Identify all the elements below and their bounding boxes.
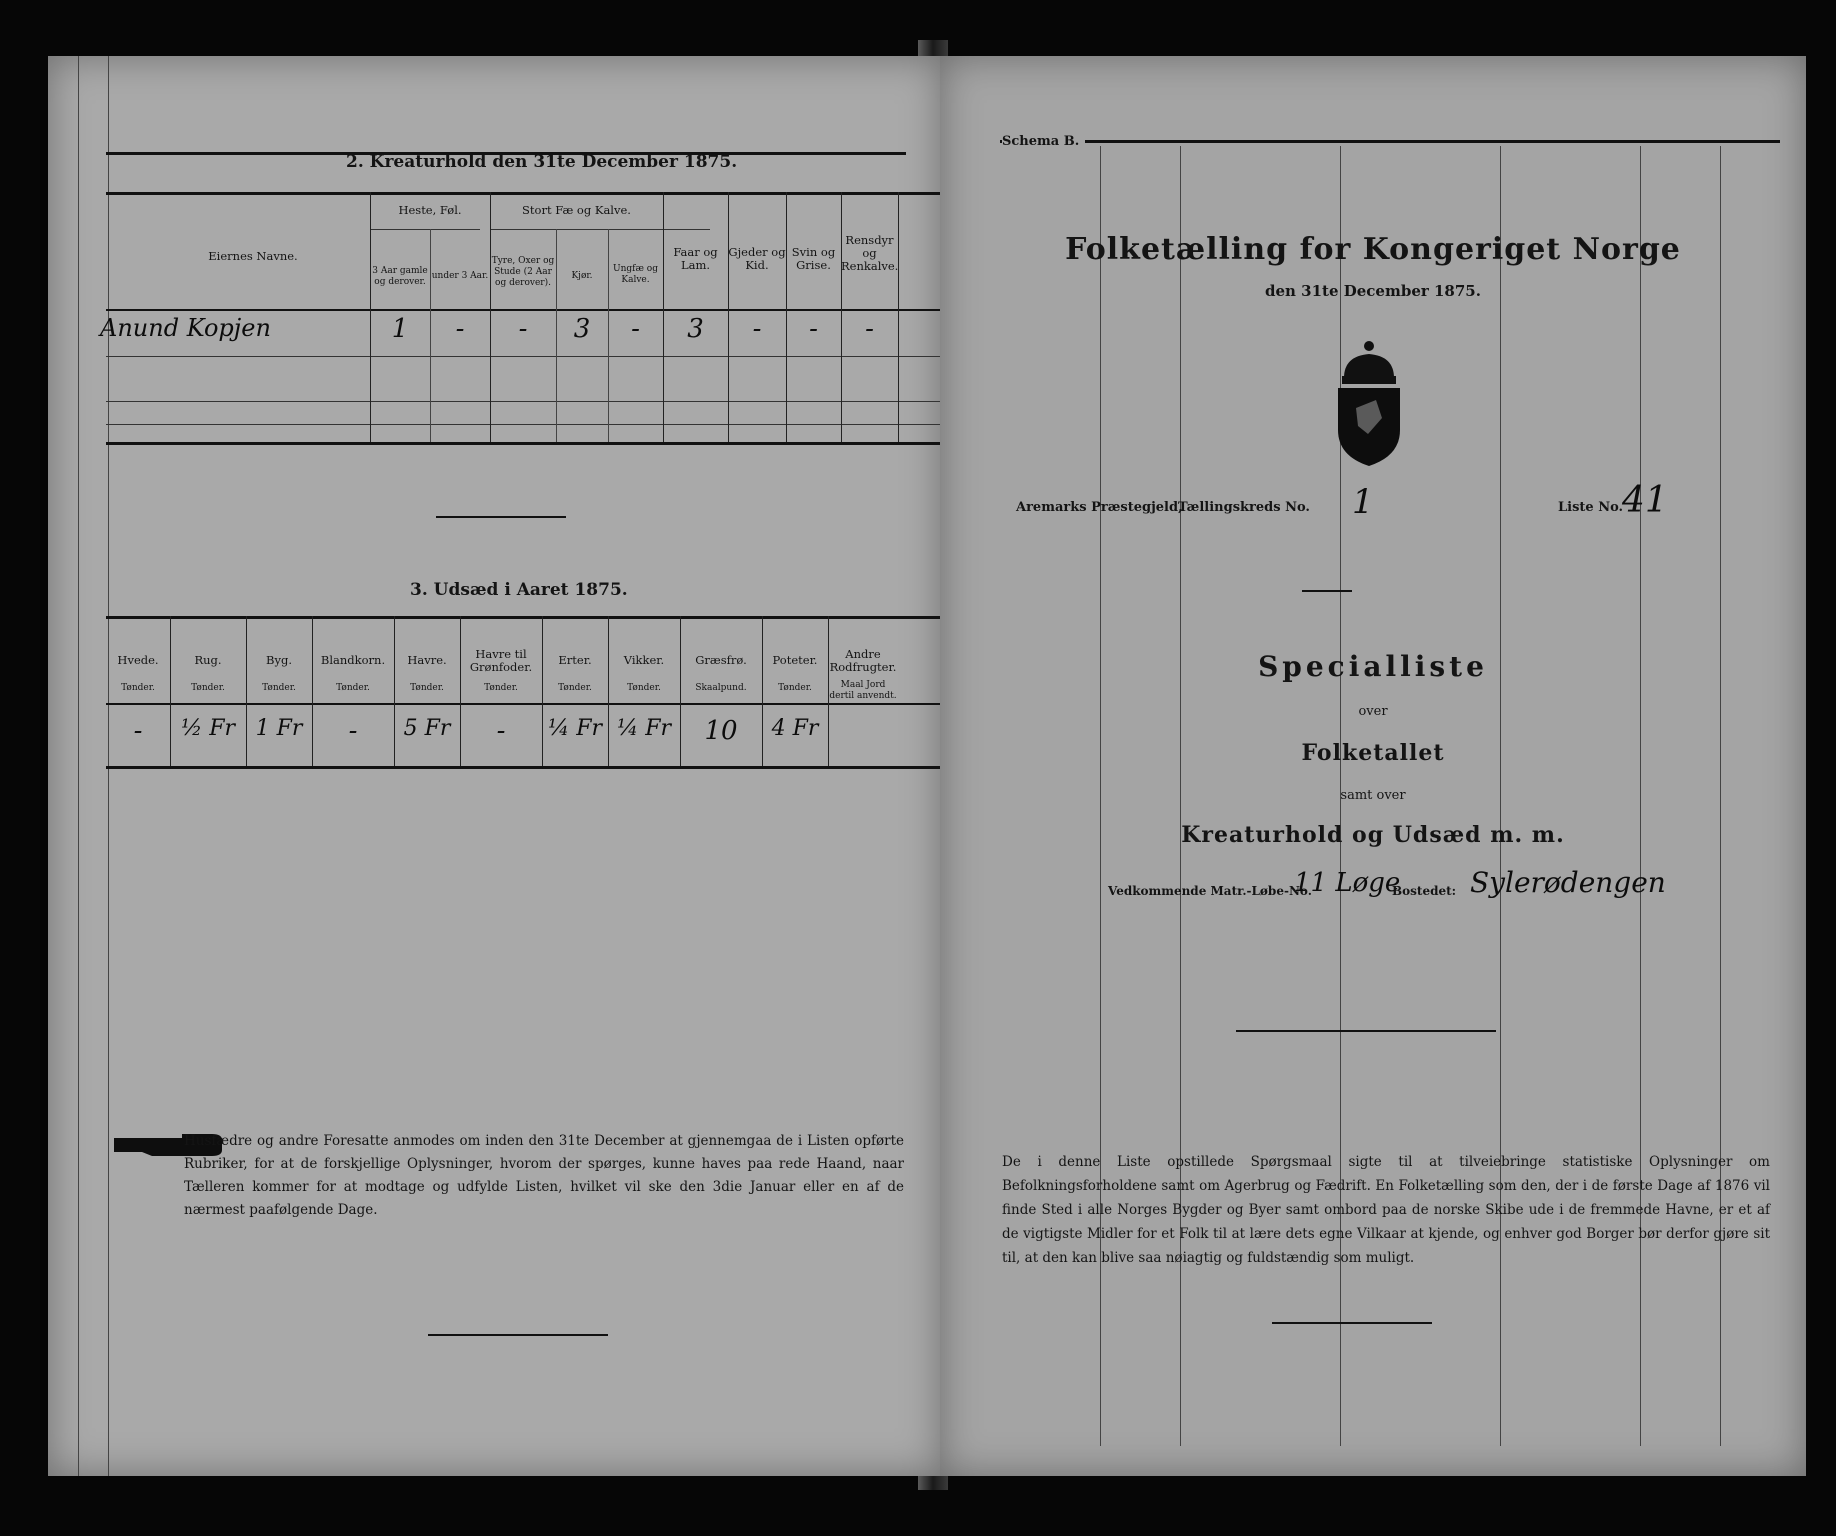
oats-value: 5 Fr <box>403 716 451 741</box>
divider-rule <box>1236 1030 1496 1032</box>
table-row-rule <box>106 401 958 402</box>
separator-rule <box>436 516 566 518</box>
peas-value: ¼ Fr <box>547 716 603 741</box>
col-horses-3plus: 3 Aar gamle og derover. <box>372 266 428 287</box>
rye-value: ½ Fr <box>180 716 236 741</box>
col-owner-name: Eiernes Navne. <box>208 249 298 263</box>
footer-rule <box>428 1334 608 1336</box>
coat-of-arms-icon <box>1324 338 1414 468</box>
barley-value: 1 Fr <box>255 716 303 741</box>
col-divider <box>898 192 899 442</box>
col-pigs: Svin og Grise. <box>791 245 836 272</box>
col-goats: Gjeder og Kid. <box>728 245 786 272</box>
bottom-rule <box>1272 1322 1432 1324</box>
young-cattle-value: - <box>631 314 640 344</box>
owner-name-value: Anund Kopjen <box>100 314 271 342</box>
table-header-bottom-rule <box>106 309 958 311</box>
unit-oats-fodder: Tønder. <box>484 683 518 693</box>
bosted-value: Sylerødengen <box>1470 866 1666 899</box>
wheat-value: - <box>133 716 143 746</box>
unit-rye: Tønder. <box>191 683 225 693</box>
notice-text: Husfædre og andre Foresatte anmodes om inden den 31te December at gjennemgaa de i Listen opførte Rubriker, for at de forskjellige Oplysninger, hvorom der spørges, kunne haves paa rede Haand, naar Tælleren kommer for at modtage og udfylde Listen, hvilket vil ske den 3die Januar eller en af de nærmest paafølgende Dage. <box>184 1133 904 1218</box>
horses-under3-value: - <box>455 314 465 344</box>
col-young-cattle: Ungfæ og Kalve. <box>613 264 658 285</box>
parish-label: Aremarks Præstegjeld, <box>1016 500 1183 515</box>
table-bottom-rule <box>106 442 958 445</box>
section3-title: 3. Udsæd i Aaret 1875. <box>410 580 628 600</box>
sowing-top-rule <box>106 616 958 619</box>
goats-value: - <box>752 314 762 344</box>
col-barley: Byg. <box>266 653 292 667</box>
col-peas: Erter. <box>558 653 592 667</box>
district-value: 1 <box>1352 482 1374 522</box>
unit-mixed-grain: Tønder. <box>336 683 370 693</box>
col-oats: Havre. <box>407 653 447 667</box>
district-label: Tællingskreds No. <box>1178 500 1310 515</box>
col-mixed-grain: Blandkorn. <box>320 653 386 667</box>
col-rye: Rug. <box>194 653 222 667</box>
oats-fodder-value: - <box>496 716 506 746</box>
short-rule <box>1302 590 1352 592</box>
schema-label: Schema B. <box>1002 134 1085 149</box>
col-cattle-group: Stort Fæ og Kalve. <box>522 203 631 217</box>
footer-text: De i denne Liste opstillede Spørgsmaal sigte til at tilveiebringe statistiske Oplysninger om Befolkningsforholdene samt om Agerbrug og Fædrift. En Folketælling som den, der i de første Dage af 1876 vil finde Sted i alle Norges Bygder og Byer samt ombord paa de norske Skibe ude i de fremmede Havne, er et af de vigtigste Midler for et Folk til at lære dets egne Vilkaar at kjende, og enhver god Borger bør derfor gjøre sit til, at den kan blive saa nøiagtig og fuldstændig som muligt. <box>1002 1154 1770 1266</box>
kreaturhold-heading: Kreaturhold og Udsæd m. m. <box>1181 822 1565 848</box>
unit-vetch: Tønder. <box>627 683 661 693</box>
table-top-rule <box>106 152 906 155</box>
col-other-roots: Andre Rodfrugter. <box>829 647 897 674</box>
col-oats-fodder: Havre til Grønfoder. <box>469 647 533 674</box>
list-label: Liste No. <box>1558 500 1624 515</box>
col-potatoes: Poteter. <box>772 653 818 667</box>
potatoes-value: 4 Fr <box>771 716 819 741</box>
col-sheep: Faar og Lam. <box>673 245 718 272</box>
matr-value: 11 Løge <box>1294 868 1401 898</box>
sowing-bottom-rule <box>106 766 958 769</box>
bulls-value: - <box>518 314 528 344</box>
grass-seed-value: 10 <box>704 716 738 746</box>
specialliste-heading: Specialliste <box>1258 650 1488 683</box>
unit-peas: Tønder. <box>558 683 592 693</box>
main-title: Folketælling for Kongeriget Norge <box>1065 232 1681 267</box>
col-vetch: Vikker. <box>623 653 665 667</box>
left-page <box>48 56 942 1476</box>
subtitle: den 31te December 1875. <box>1265 282 1481 300</box>
horses-group-rule <box>370 229 480 230</box>
folketallet-heading: Folketallet <box>1301 740 1445 766</box>
matr-label: Vedkommende Matr.-Løbe-No. <box>1108 884 1312 898</box>
margin-rule <box>78 56 79 1476</box>
horses-3plus-value: 1 <box>391 314 409 344</box>
col-cows: Kjør. <box>571 271 593 281</box>
mixed-grain-value: - <box>348 716 358 746</box>
sheep-value: 3 <box>687 314 704 344</box>
sowing-header-rule <box>106 703 958 705</box>
col-horses-group: Heste, Føl. <box>398 203 462 217</box>
section2-title: 2. Kreaturhold den 31te December 1875. <box>346 152 738 172</box>
pigs-value: - <box>809 314 818 344</box>
cows-value: 3 <box>573 314 591 344</box>
right-page <box>940 56 1806 1476</box>
col-wheat: Hvede. <box>117 653 159 667</box>
unit-barley: Tønder. <box>262 683 296 693</box>
table-row-rule <box>106 424 958 425</box>
col-reindeer: Rensdyr og Renkalve. <box>841 233 899 273</box>
list-value: 41 <box>1622 480 1668 521</box>
over-text: over <box>1358 704 1388 719</box>
reindeer-value: - <box>865 314 874 344</box>
samt-over-text: samt over <box>1340 788 1406 803</box>
col-grass-seed: Græsfrø. <box>695 653 747 667</box>
unit-other-roots: Maal Jord dertil anvendt. <box>829 680 897 701</box>
col-bulls: Tyre, Oxer og Stude (2 Aar og derover). <box>491 256 555 288</box>
unit-potatoes: Tønder. <box>778 683 812 693</box>
table-header-rule <box>106 192 958 195</box>
unit-oats: Tønder. <box>410 683 444 693</box>
top-rule <box>1000 140 1780 143</box>
vetch-value: ¼ Fr <box>616 716 672 741</box>
cattle-group-rule <box>490 229 710 230</box>
unit-wheat: Tønder. <box>121 683 155 693</box>
col-horses-under3: under 3 Aar. <box>431 271 489 281</box>
unit-grass-seed: Skaalpund. <box>695 683 747 693</box>
table-row-rule <box>106 356 958 357</box>
bosted-label: Bostedet: <box>1392 884 1457 898</box>
